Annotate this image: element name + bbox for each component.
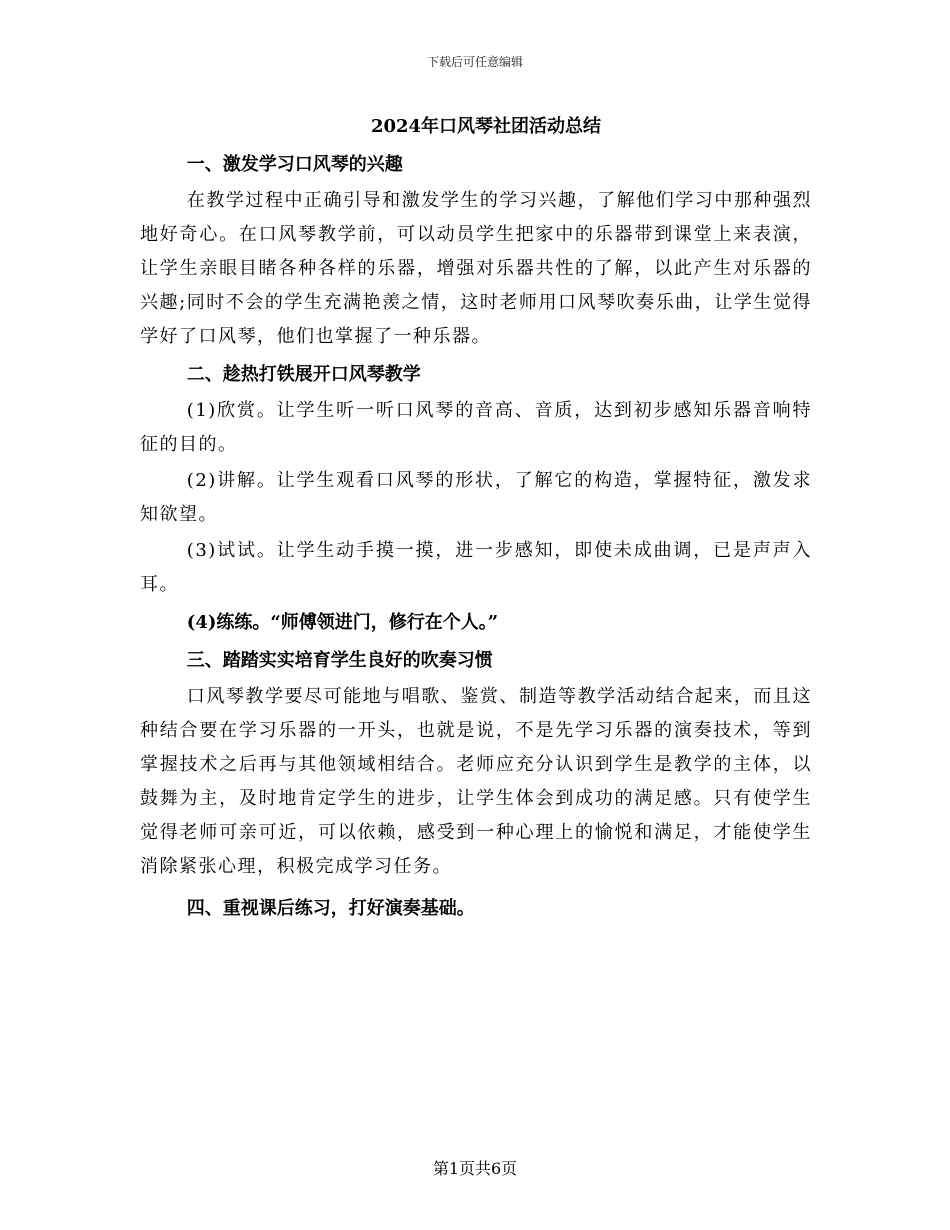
section-heading-3: 三、踏踏实实培育学生良好的吹奏习惯	[186, 650, 493, 671]
section-paragraph-1: 在教学过程中正确引导和激发学生的学习兴趣，了解他们学习中那种强烈地好奇心。在口风琴教学前，可以动员学生把家中的乐器带到课堂上来表演，让学生亲眼目睹各种各样的乐器，增强对乐器共性的了解，以此产生对乐器的兴趣;同时不会的学生充满艳羡之情，这时老师用口风琴吹奏乐曲，让学生觉得学好了口风琴，他们也掌握了一种乐器。	[140, 190, 812, 347]
document-title: 2024年口风琴社团活动总结	[370, 116, 602, 137]
list-item-practice: (4)练练。“师傅领进门，修行在个人。”	[186, 612, 499, 633]
page-footer-number: 第1页共6页	[432, 1159, 518, 1178]
section-heading-4: 四、重视课后练习，打好演奏基础。	[186, 898, 475, 919]
section-heading-2: 二、趁热打铁展开口风琴教学	[186, 364, 421, 385]
list-item-appreciate: (1)欣赏。让学生听一听口风琴的音高、音质，达到初步感知乐器音响特征的目的。	[140, 400, 812, 455]
document-body	[140, 110, 812, 928]
section-paragraph-3: 口风琴教学要尽可能地与唱歌、鉴赏、制造等教学活动结合起来，而且这种结合要在学习乐器的一开头，也就是说，不是先学习乐器的演奏技术，等到掌握技术之后再与其他领域相结合。老师应充分认识到学生是教学的主体，以鼓舞为主，及时地肯定学生的进步，让学生体会到成功的满足感。只有使学生觉得老师可亲可近，可以依赖，感受到一种心理上的愉悦和满足，才能使学生消除紧张心理，积极完成学习任务。	[140, 686, 812, 877]
list-item-explain: (2)讲解。让学生观看口风琴的形状，了解它的构造，掌握特征，激发求知欲望。	[140, 470, 812, 525]
page-header-note: 下载后可任意编辑	[426, 55, 523, 69]
list-item-try: (3)试试。让学生动手摸一摸，进一步感知，即使未成曲调，已是声声入耳。	[140, 540, 812, 595]
section-heading-1: 一、激发学习口风琴的兴趣	[186, 154, 403, 175]
